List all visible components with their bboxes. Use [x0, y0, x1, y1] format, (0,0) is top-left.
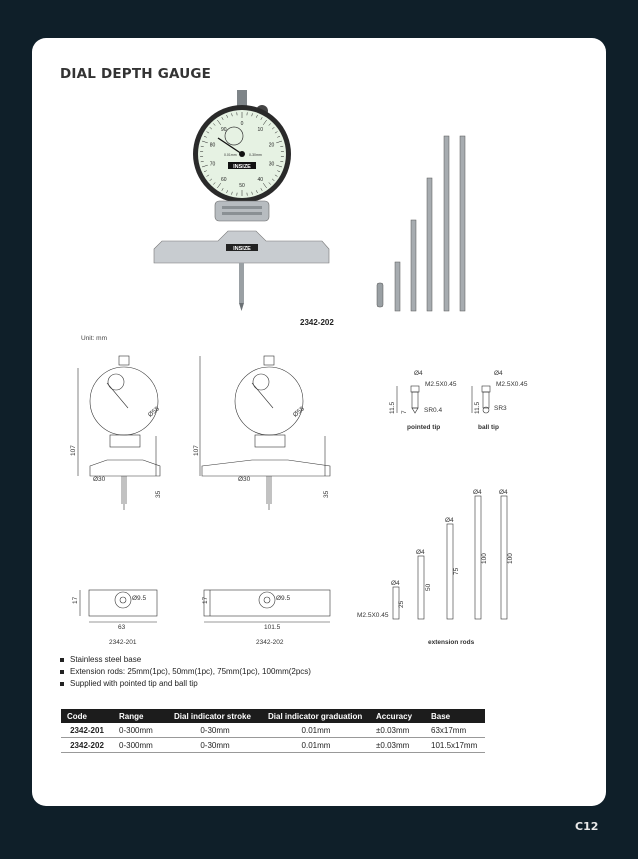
table-row: 2342-201 0-300mm 0-30mm 0.01mm ±0.03mm 63x17mm — [61, 723, 485, 738]
dial-scale-label: 0 — [240, 121, 244, 127]
feature-item: Extension rods: 25mm(1pc), 50mm(1pc), 75mm(1pc), 100mm(2pcs) — [60, 666, 311, 678]
ball-tip-d: Ø4 — [494, 370, 503, 377]
drawing-2342-201 — [78, 356, 160, 622]
dim-202-35: 35 — [323, 490, 330, 498]
pointed-tip-d: Ø4 — [414, 370, 423, 377]
rod-3-d: Ø4 — [445, 517, 454, 524]
rod-5-len: 100 — [507, 553, 514, 564]
pointed-tip-h2: 7 — [401, 410, 408, 414]
dial-sub-text-right: 0-30mm — [249, 153, 262, 157]
pointed-tip-r: SR0.4 — [424, 407, 443, 414]
product-model: 2342-202 — [300, 318, 334, 327]
dim-201-35: 35 — [155, 490, 162, 498]
rods-thread: M2.5X0.45 — [357, 612, 389, 619]
col-stroke: Dial indicator stroke — [168, 709, 262, 723]
drawing-2342-202 — [200, 356, 330, 622]
col-base: Base — [425, 709, 485, 723]
dim-202-hole: Ø9.5 — [276, 595, 291, 602]
dim-201-width: 63 — [118, 624, 126, 631]
rod-3-len: 75 — [453, 567, 460, 575]
dial-scale-label: 40 — [257, 177, 264, 184]
spec-table — [61, 709, 485, 753]
dim-201-dial: Ø58 — [146, 405, 161, 419]
technical-drawings — [32, 338, 606, 646]
dial-scale-label: 10 — [257, 126, 264, 133]
ball-tip-caption: ball tip — [478, 424, 499, 431]
feature-list — [60, 654, 311, 690]
extension-rods-drawing — [393, 496, 507, 619]
pointed-tip-caption: pointed tip — [407, 424, 441, 431]
feature-item: Stainless steel base — [60, 654, 311, 666]
dial-scale-label: 60 — [220, 177, 227, 184]
caption-2342-201: 2342-201 — [109, 639, 137, 646]
dim-201-height: 107 — [70, 445, 77, 456]
dim-202-width: 101.5 — [264, 624, 281, 631]
rod-1-d: Ø4 — [391, 580, 400, 587]
feature-item: Supplied with pointed tip and ball tip — [60, 678, 311, 690]
ball-tip-h1: 11.5 — [474, 401, 481, 414]
rod-4-len: 100 — [481, 553, 488, 564]
unit-label: Unit: mm — [81, 335, 107, 342]
rod-2-d: Ø4 — [416, 549, 425, 556]
rods-caption: extension rods — [428, 639, 475, 646]
dial-scale-label: 80 — [209, 142, 216, 149]
dim-201-neck: Ø30 — [93, 476, 106, 483]
rod-5-d: Ø4 — [499, 489, 508, 496]
page-number: C12 — [575, 820, 599, 833]
dial-scale-label: 90 — [220, 126, 227, 133]
base-brand-text: INSIZE — [233, 246, 251, 252]
dial-scale-label: 70 — [209, 161, 216, 168]
dial-brand-text: INSIZE — [233, 164, 251, 170]
caption-2342-202: 2342-202 — [256, 639, 284, 646]
dim-202-dial: Ø58 — [291, 405, 306, 419]
col-code: Code — [61, 709, 113, 723]
ball-tip-thread: M2.5X0.45 — [496, 381, 528, 388]
col-range: Range — [113, 709, 168, 723]
page-title: DIAL DEPTH GAUGE — [60, 66, 212, 82]
table-row: 2342-202 0-300mm 0-30mm 0.01mm ±0.03mm 101.5x17mm — [61, 738, 485, 753]
rod-2-len: 50 — [425, 583, 432, 591]
dim-201-hole: Ø9.5 — [132, 595, 147, 602]
dial-scale-label: 50 — [239, 183, 245, 189]
dim-202-neck: Ø30 — [238, 476, 251, 483]
dim-201-17: 17 — [72, 596, 79, 604]
dial-scale-label: 20 — [268, 142, 275, 149]
dial-sub-text-left: 0.01mm — [224, 153, 237, 157]
catalog-page — [32, 38, 606, 806]
dim-202-17: 17 — [202, 596, 209, 604]
col-accuracy: Accuracy — [370, 709, 425, 723]
pointed-tip-h1: 11.5 — [389, 401, 396, 414]
ball-tip-r: SR3 — [494, 405, 507, 412]
col-graduation: Dial indicator graduation — [262, 709, 370, 723]
rod-4-d: Ø4 — [473, 489, 482, 496]
pointed-tip-thread: M2.5X0.45 — [425, 381, 457, 388]
dial-gauge-photo — [154, 90, 329, 311]
dim-202-height: 107 — [193, 445, 200, 456]
dial-scale-label: 30 — [268, 161, 275, 168]
table-header-row — [61, 709, 485, 723]
rod-1-len: 25 — [398, 600, 405, 608]
pointed-tip-drawing — [397, 386, 419, 413]
bullet-icon — [60, 658, 64, 662]
bullet-icon — [60, 670, 64, 674]
extension-rods-photo — [377, 136, 465, 311]
product-photo — [32, 38, 606, 338]
bullet-icon — [60, 682, 64, 686]
